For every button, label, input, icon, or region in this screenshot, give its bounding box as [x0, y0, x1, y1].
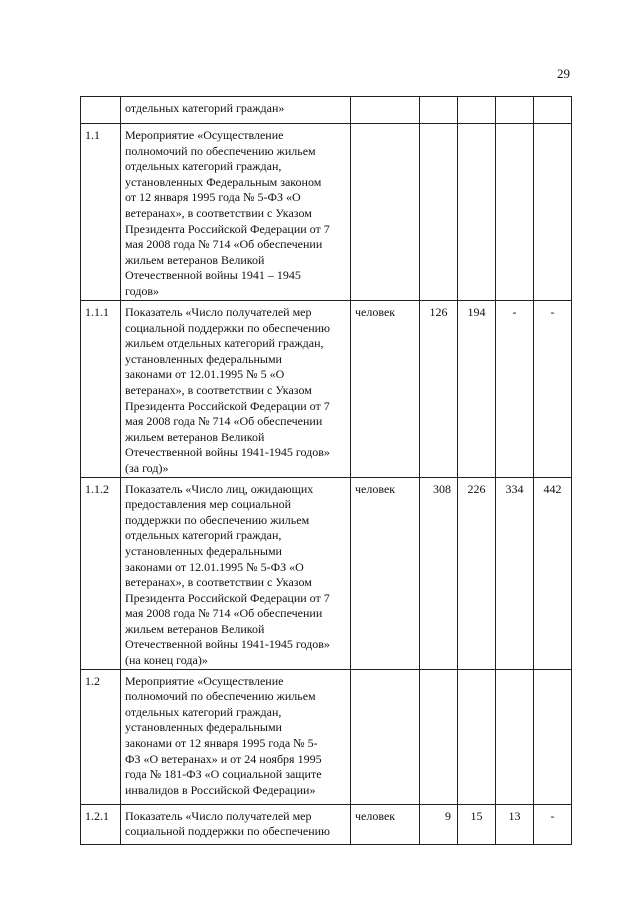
row-number: 1.2.1 [81, 804, 121, 844]
row-value-4 [534, 669, 572, 804]
row-number [81, 97, 121, 124]
row-unit: человек [351, 477, 420, 669]
row-value-4 [534, 124, 572, 301]
row-number: 1.1 [81, 124, 121, 301]
row-value-2 [458, 124, 496, 301]
row-description [121, 97, 351, 124]
row-value-4: - [534, 301, 572, 478]
indicators-table [80, 96, 572, 845]
row-unit [351, 669, 420, 804]
row-value-1: 126 [420, 301, 458, 478]
row-value-1 [420, 97, 458, 124]
row-value-2: 15 [458, 804, 496, 844]
row-description-text: Мероприятие «Осуществление полномочий по обеспечению жильем отдельных категорий граждан, установленных Федеральным законом от 12 января 1995 года № 5-ФЗ «О ветеранах», в соответствии с Указом Президента Российской Федерации от 7 мая 2008 года № 714 «Об обеспечении жильем ветеранов Великой Отечественной войны 1941 – 1945 годов» [125, 128, 330, 298]
row-unit [351, 124, 420, 301]
row-value-2: 226 [458, 477, 496, 669]
row-value-1: 9 [420, 804, 458, 844]
row-description-text: Показатель «Число получателей мер социальной поддержки по обеспечению [125, 808, 331, 839]
row-value-3: - [496, 301, 534, 478]
table-row [81, 804, 572, 844]
row-value-2 [458, 669, 496, 804]
row-value-2: 194 [458, 301, 496, 478]
row-value-4: 442 [534, 477, 572, 669]
row-number: 1.1.2 [81, 477, 121, 669]
row-value-1: 308 [420, 477, 458, 669]
row-value-2 [458, 97, 496, 124]
row-description [121, 669, 351, 804]
row-description-text: Мероприятие «Осуществление полномочий по обеспечению жильем отдельных категорий граждан, установленных федеральными законами от 12 января 1995 года № 5- ФЗ «О ветеранах» и от 24 ноября 1995 года № 181-ФЗ «О социальной защите инвалидов в Российской Федерации» [125, 673, 322, 797]
row-description-text: отдельных категорий граждан» [125, 101, 285, 115]
row-value-3 [496, 669, 534, 804]
table-row [81, 477, 572, 669]
row-value-3 [496, 97, 534, 124]
row-value-4: - [534, 804, 572, 844]
page-number: 29 [557, 66, 570, 81]
table-row [81, 301, 572, 478]
row-description [121, 124, 351, 301]
row-description-text: Показатель «Число лиц, ожидающих предоставления мер социальной поддержки по обеспечению жильем отдельных категорий граждан, установленных федеральными законами от 12.01.1995 № 5-ФЗ «О ветеранах», в соответствии с Указом Президента Российской Федерации от 7 мая 2008 года № 714 «Об обеспечении жильем ветеранов Великой Отечественной войны 1941-1945 годов» (на конец года)» [125, 481, 330, 668]
row-description [121, 804, 351, 844]
row-value-3: 13 [496, 804, 534, 844]
row-value-4 [534, 97, 572, 124]
table-row [81, 97, 572, 124]
row-unit: человек [351, 804, 420, 844]
table-row [81, 124, 572, 301]
row-value-1 [420, 124, 458, 301]
row-value-3 [496, 124, 534, 301]
row-description-text: Показатель «Число получателей мер социальной поддержки по обеспечению жильем отдельных категорий граждан, установленных федеральными законами от 12.01.1995 № 5 «О ветеранах», в соответствии с Указом Президента Российской Федерации от 7 мая 2008 года № 714 «Об обеспечении жильем ветеранов Великой Отечественной войны 1941-1945 годов» (за год)» [125, 305, 331, 475]
row-unit [351, 97, 420, 124]
row-value-1 [420, 669, 458, 804]
row-description [121, 477, 351, 669]
row-number: 1.1.1 [81, 301, 121, 478]
row-value-3: 334 [496, 477, 534, 669]
table-row [81, 669, 572, 804]
row-description [121, 301, 351, 478]
row-unit: человек [351, 301, 420, 478]
row-number: 1.2 [81, 669, 121, 804]
